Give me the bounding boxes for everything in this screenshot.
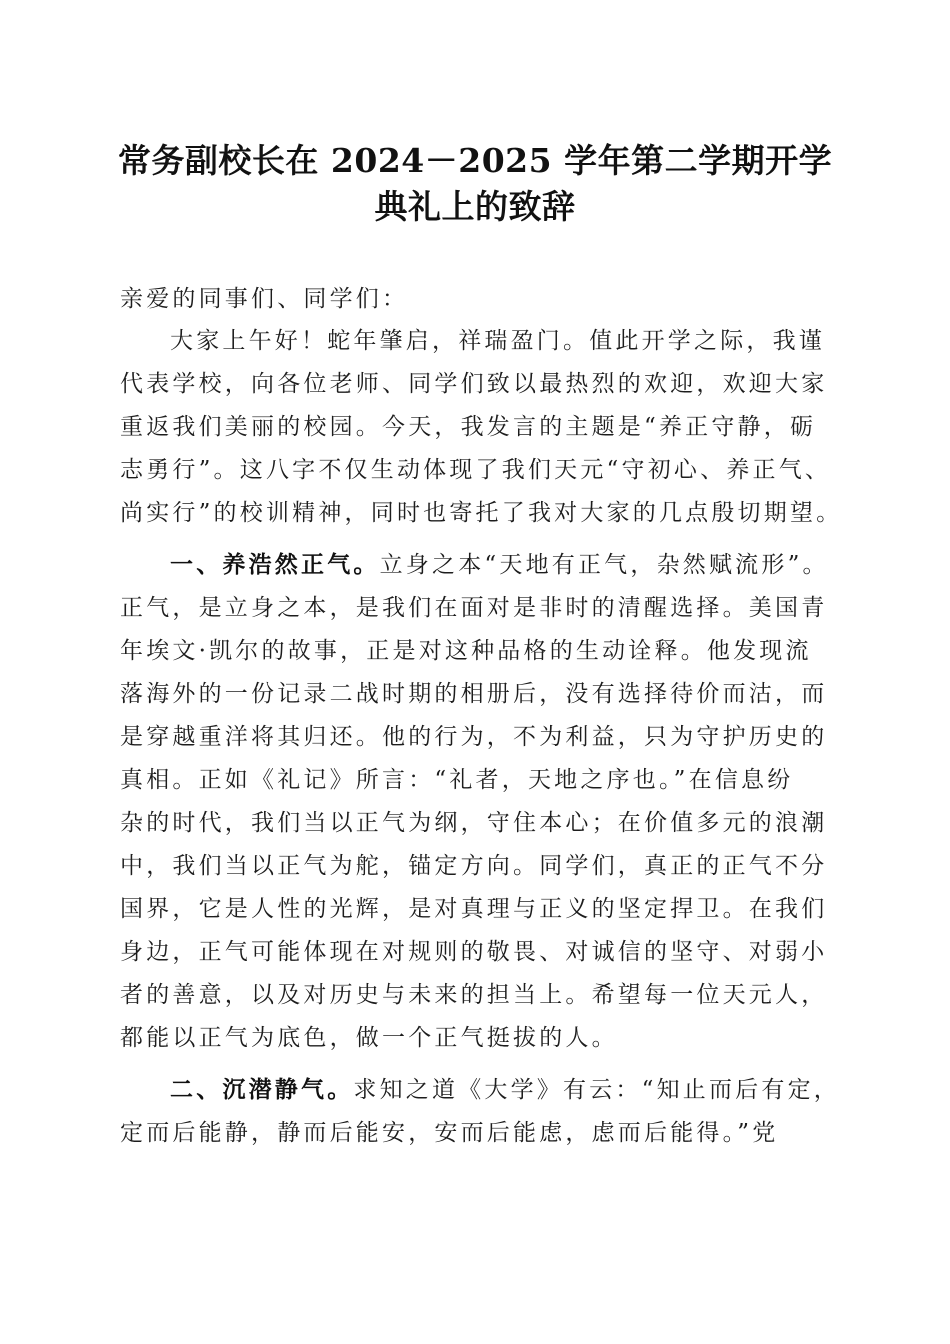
paragraph-1-line: 重返我们美丽的校园。今天，我发言的主题是“养正守静，砺 (120, 414, 817, 440)
section-1-heading: 一、养浩然正气。 (170, 551, 380, 578)
section-1-first-line-text: 立身之本“天地有正气，杂然赋流形”。 (379, 552, 829, 578)
paragraph-1-line: 尚实行”的校训精神，同时也寄托了我对大家的几点殷切期望。 (120, 500, 843, 526)
document-title (100, 138, 850, 230)
paragraph-1-line: 大家上午好！蛇年肇启，祥瑞盈门。值此开学之际，我谨 (170, 328, 825, 354)
section-1-line: 中，我们当以正气为舵，锚定方向。同学们，真正的正气不分 (120, 853, 828, 879)
title-line-1: 常务副校长在 2024－2025 学年第二学期开学 (117, 141, 833, 180)
section-2-first-line-text: 求知之道《大学》有云：“知止而后有定， (353, 1077, 840, 1103)
section-1-line: 落海外的一份记录二战时期的相册后，没有选择待价而沽，而 (120, 681, 828, 707)
paragraph-1-line: 代表学校，向各位老师、同学们致以最热烈的欢迎，欢迎大家 (120, 371, 828, 397)
section-1-first-line (170, 550, 829, 580)
section-1-line: 正气，是立身之本，是我们在面对是非时的清醒选择。美国青 (120, 595, 828, 621)
title-line-2: 典礼上的致辞 (374, 187, 576, 226)
section-1-line: 真相。正如《礼记》所言：“礼者，天地之序也。”在信息纷 (120, 767, 794, 793)
section-2-first-line (170, 1075, 840, 1105)
salutation: 亲爱的同事们、同学们： (120, 286, 409, 312)
section-1-line: 杂的时代，我们当以正气为纲，守住本心；在价值多元的浪潮 (120, 810, 828, 836)
section-1-line: 是穿越重洋将其归还。他的行为，不为利益，只为守护历史的 (120, 724, 828, 750)
section-1-line: 年埃文·凯尔的故事，正是对这种品格的生动诠释。他发现流 (120, 638, 812, 664)
section-1-line: 国界，它是人性的光辉，是对真理与正义的坚定捍卫。在我们 (120, 896, 828, 922)
section-2-heading: 二、沉潜静气。 (170, 1076, 354, 1103)
section-1-line: 都能以正气为底色，做一个正气挺拔的人。 (120, 1025, 618, 1051)
section-1-line: 身边，正气可能体现在对规则的敬畏、对诚信的坚守、对弱小 (120, 939, 828, 965)
paragraph-1-line: 志勇行”。这八字不仅生动体现了我们天元“守初心、养正气、 (120, 457, 832, 483)
section-2-line: 定而后能静，静而后能安，安而后能虑，虑而后能得。”党 (120, 1120, 779, 1146)
section-1-line: 者的善意，以及对历史与未来的担当上。希望每一位天元人， (120, 982, 828, 1008)
